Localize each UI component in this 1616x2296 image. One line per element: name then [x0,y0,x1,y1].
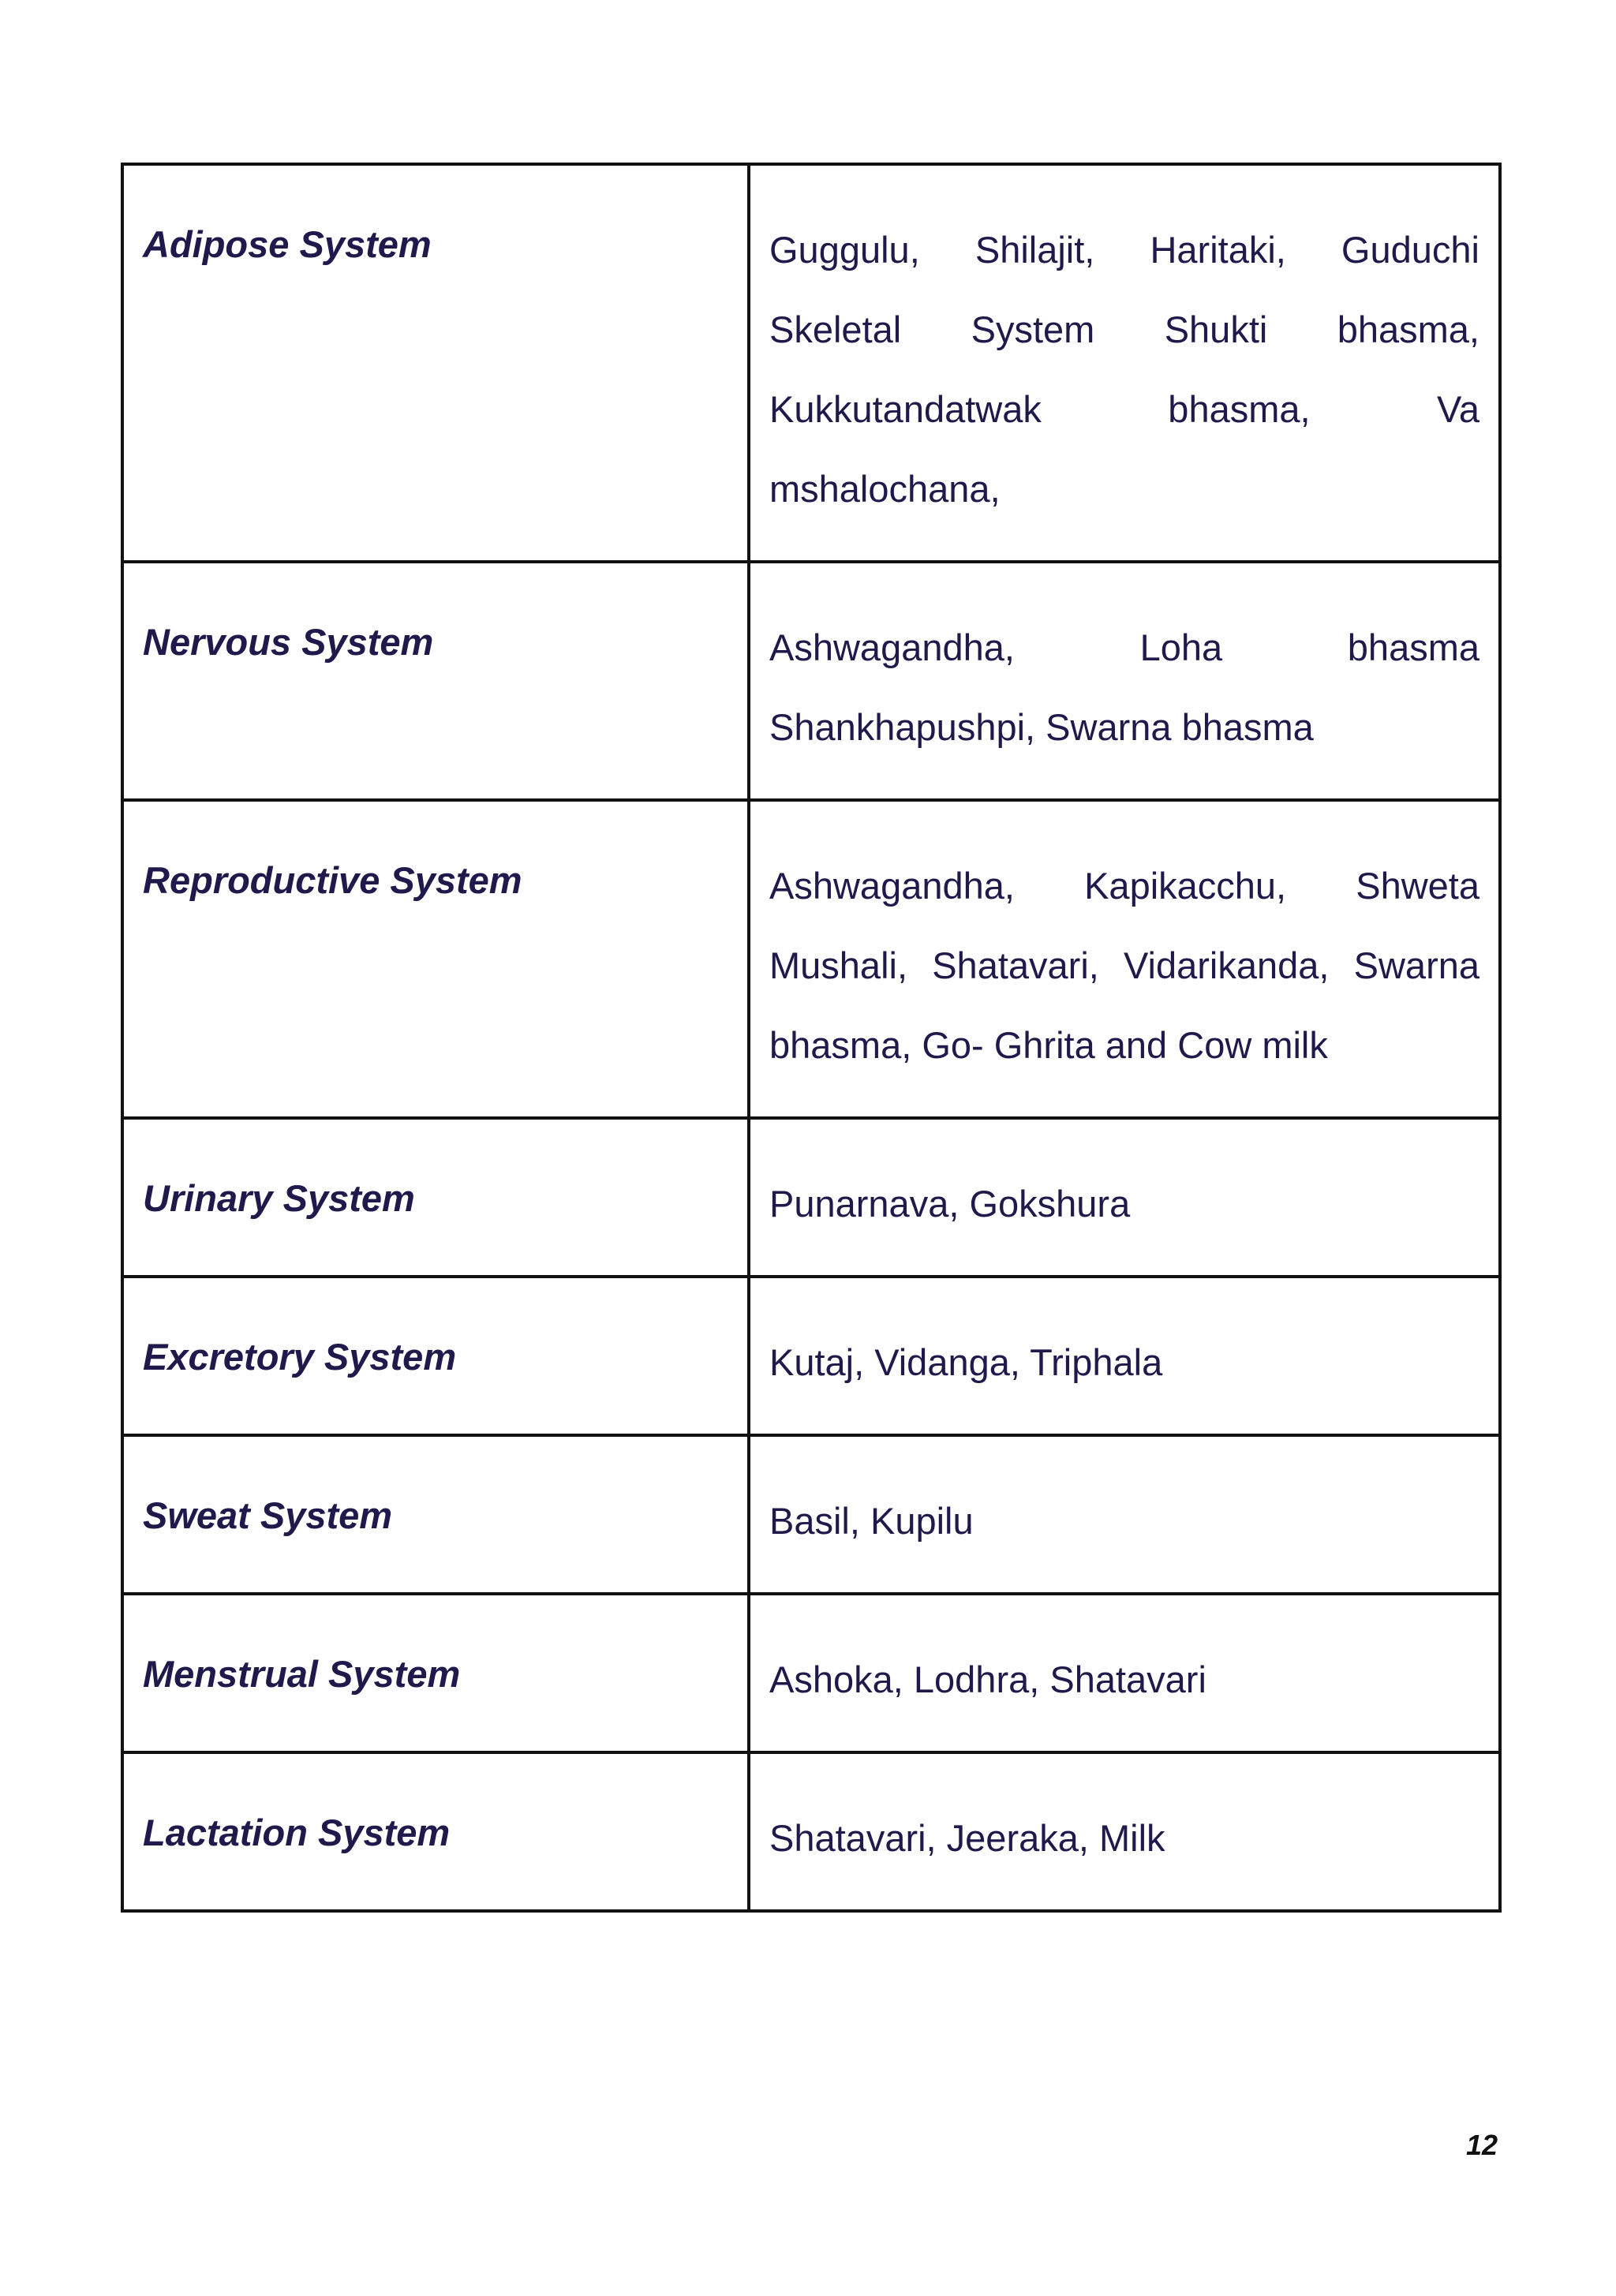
herbs-cell: Basil, Kupilu [749,1435,1500,1594]
table-row [122,562,1500,800]
herbs-cell: Guggulu, Shilajit, Haritaki, Guduchi Skeletal System Shukti bhasma, Kukkutandatwak bhasma, Va mshalochana, [749,164,1500,562]
herbs-cell: Ashoka, Lodhra, Shatavari [749,1594,1500,1752]
system-name-cell: Excretory System [122,1277,749,1435]
system-name-cell: Urinary System [122,1118,749,1277]
table-row [122,1594,1500,1752]
system-name-cell: Sweat System [122,1435,749,1594]
system-name-cell: Lactation System [122,1752,749,1911]
table-row [122,1118,1500,1277]
table-row [122,164,1500,562]
herbs-cell: Kutaj, Vidanga, Triphala [749,1277,1500,1435]
table-row [122,1277,1500,1435]
herbs-cell: Ashwagandha, Loha bhasma Shankhapushpi, Swarna bhasma [749,562,1500,800]
system-name-cell: Menstrual System [122,1594,749,1752]
system-name-cell: Reproductive System [122,800,749,1118]
system-name-cell: Adipose System [122,164,749,562]
systems-herbs-table [121,163,1502,1913]
herbs-cell: Punarnava, Gokshura [749,1118,1500,1277]
table-row [122,1752,1500,1911]
table-row [122,1435,1500,1594]
page-number: 12 [1465,2129,1498,2161]
system-name-cell: Nervous System [122,562,749,800]
herbs-cell: Ashwagandha, Kapikacchu, Shweta Mushali, Shatavari, Vidarikanda, Swarna bhasma, Go- Ghrita and Cow milk [749,800,1500,1118]
herbs-cell: Shatavari, Jeeraka, Milk [749,1752,1500,1911]
table-row [122,800,1500,1118]
